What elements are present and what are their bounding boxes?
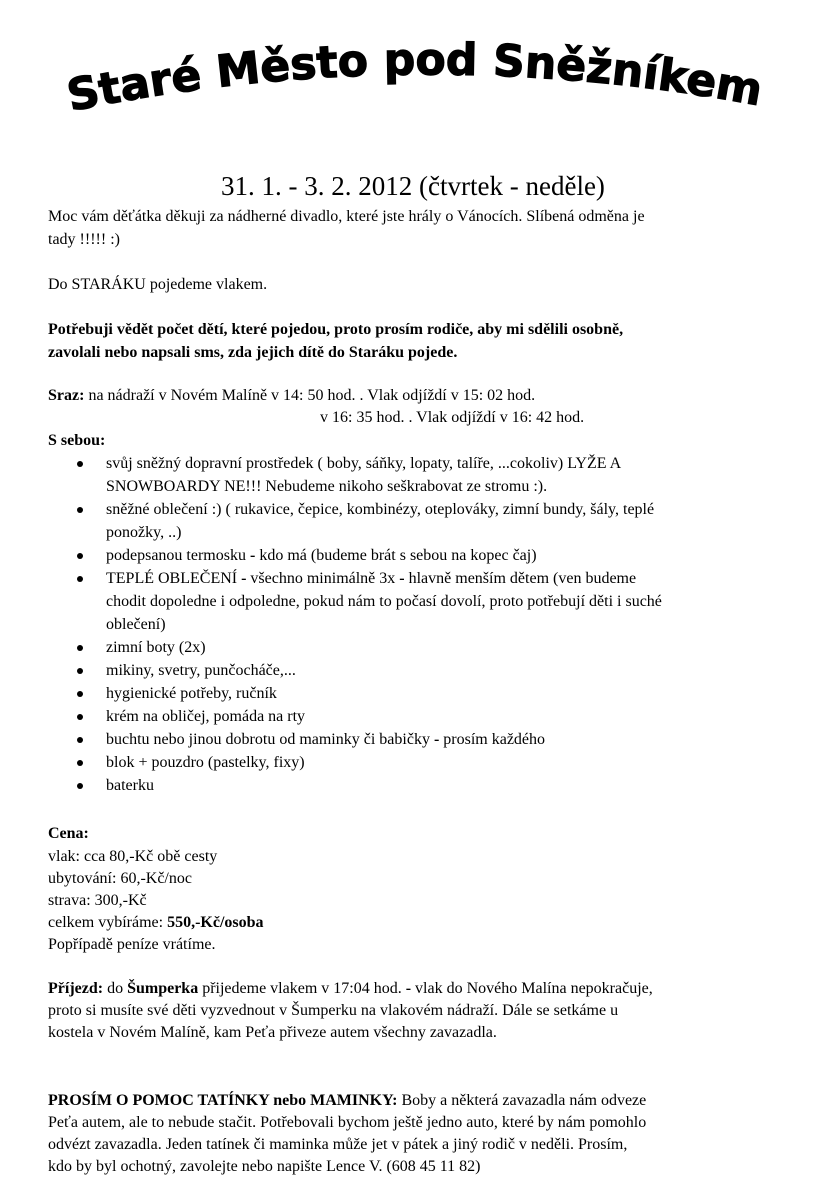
thanks-line-1: Moc vám děťátka děkuji za nádherné divadlo, které jste hrály o Vánocích. Slíbená odměna je [48,208,645,225]
arrival-line-2: proto si musíte své děti vyzvednout v Šumperku na vlakovém nádraží. Dále se setkáme u [48,1002,619,1019]
arrival-city: Šumperka [127,980,199,997]
price-label: Cena: [48,825,89,842]
list-item: buchtu nebo jinou dobrotu od maminky či babičky - prosím každého [48,728,788,751]
meet-line-1 [48,384,535,407]
list-item: zimní boty (2x) [48,636,788,659]
arrival-line-1: Příjezd: do Šumperka přijedeme vlakem v 17:04 hod. - vlak do Nového Malína nepokračuje, [48,980,653,997]
date-range: 31. 1. - 3. 2. 2012 (čtvrtek - neděle) [221,171,605,201]
price-refund: Popřípadě peníze vrátíme. [48,936,216,953]
bullet-icon [77,737,83,743]
list-item: svůj sněžný dopravní prostředek ( boby, sáňky, lopaty, talíře, ...cokoliv) LYŽE A SNOWBOARDY NE!!! Nebudeme nikoho seškrabovat ze stromu :). [48,452,788,498]
price-lodging: ubytování: 60,-Kč/noc [48,870,192,887]
help-line-1: PROSÍM O POMOC TATÍNKY nebo MAMINKY: Boby a některá zavazadla nám odveze [48,1092,647,1109]
page-title: Staré Město pod Sněžníkem [62,38,767,122]
bullet-icon [77,461,83,467]
thanks-line-2: tady !!!!! :) [48,231,120,248]
help-line-2: Peťa autem, ale to nebude stačit. Potřebovali bychom ještě jedno auto, které by nám pomohlo [48,1114,647,1131]
bullet-icon [77,760,83,766]
bullet-icon [77,783,83,789]
list-item: blok + pouzdro (pastelky, fixy) [48,751,788,774]
bullet-icon [77,691,83,697]
bullet-icon [77,553,83,559]
list-item: hygienické potřeby, ručník [48,682,788,705]
notice-line-1: Potřebuji vědět počet dětí, které pojedou, proto prosím rodiče, aby mi sdělili osobně, [48,321,624,338]
price-total-label: celkem vybíráme: [48,914,168,931]
meet-label: Sraz: [48,387,85,404]
notice-line-2: zavolali nebo napsali sms, zda jejich dítě do Staráku pojede. [48,344,458,361]
help-line-4: kdo by byl ochotný, zavolejte nebo napište Lence V. (608 45 11 82) [48,1158,481,1175]
arrival-label: Příjezd: [48,980,104,997]
bullet-icon [77,714,83,720]
bring-list [48,452,788,797]
list-item: podepsanou termosku - kdo má (budeme brát s sebou na kopec čaj) [48,544,788,567]
list-item: mikiny, svetry, punčocháče,... [48,659,788,682]
price-train: vlak: cca 80,-Kč obě cesty [48,848,218,865]
price-total [48,911,264,934]
bullet-icon [77,645,83,651]
help-label: PROSÍM O POMOC TATÍNKY nebo MAMINKY: [48,1092,398,1109]
list-item: sněžné oblečení :) ( rukavice, čepice, kombinézy, oteplováky, zimní bundy, šály, teplé ponožky, ..) [48,498,788,544]
list-item: baterku [48,774,788,797]
help-line-3: odvézt zavazadla. Jeden tatínek či maminka může jet v pátek a jiný rodič v neděli. Prosím, [48,1136,628,1153]
meet-text-1: na nádraží v Novém Malíně v 14: 50 hod. . Vlak odjíždí v 15: 02 hod. [84,387,536,404]
price-total-value: 550,-Kč/osoba [167,914,264,931]
meet-line-2: v 16: 35 hod. . Vlak odjíždí v 16: 42 hod. [320,409,585,426]
arrival-line-3: kostela v Novém Malíně, kam Peťa přiveze autem všechny zavazadla. [48,1024,497,1041]
bullet-icon [77,576,83,582]
bullet-icon [77,507,83,513]
svg-text:Staré Město pod Sněžníkem [63,38,766,122]
list-item: krém na obličej, pomáda na rty [48,705,788,728]
price-food: strava: 300,-Kč [48,892,147,909]
title-wordart [40,38,790,128]
bring-label: S sebou: [48,432,106,449]
list-item: TEPLÉ OBLEČENÍ - všechno minimálně 3x - hlavně menším dětem (ven budeme chodit dopoledne i odpoledne, pokud nám to počasí dovolí, proto potřebují děti i suché oblečení) [48,567,788,636]
bullet-icon [77,668,83,674]
train-info: Do STARÁKU pojedeme vlakem. [48,276,268,293]
